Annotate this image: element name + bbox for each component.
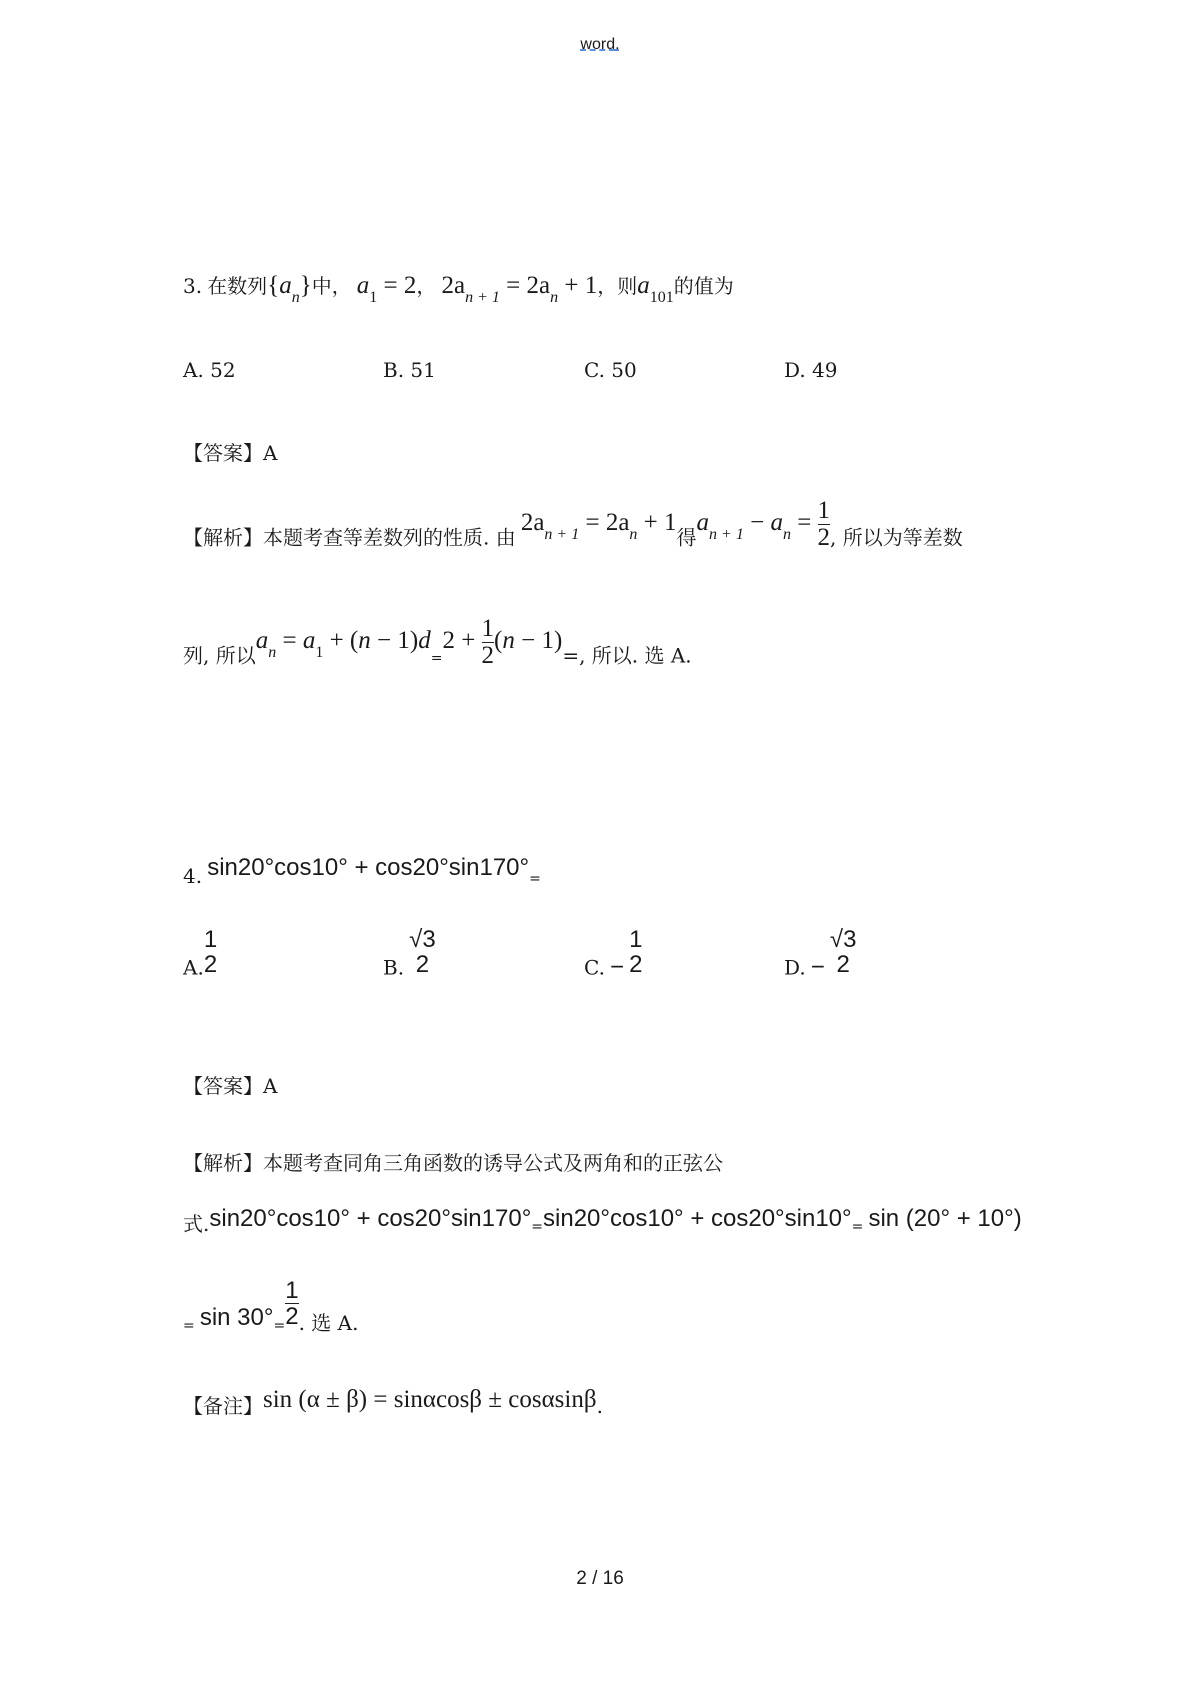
- q3-analysis-line1: 【解析】本题考查等差数列的性质. 由 $2a_{n + 1} = 2a_n + 1$得$a_{n + 1} - a_n$ = $\frac{1}{2}$ , 所以为等差数: [183, 497, 963, 552]
- header-word: word: [580, 36, 616, 53]
- q4-expression: sin20°cos10° + cos20°sin170°: [207, 854, 530, 881]
- q3-stem-4: 的值为: [673, 274, 734, 298]
- q4-option-b: B. √3 2: [383, 926, 436, 980]
- q3-stem-3: ，则: [597, 274, 638, 298]
- q4-analysis-line2: 式.sin20°cos10° + cos20°sin170°=sin20°cos10° + cos20°sin10°= sin (20° + 10°): [183, 1205, 1022, 1236]
- q4-option-a: A. 1 2: [183, 926, 218, 980]
- q3-option-d: D. 49: [784, 358, 838, 382]
- q3-option-b: B. 51: [383, 358, 436, 382]
- q3-seq: $\{a_n\}$: [267, 272, 312, 306]
- q3-number: 3.: [183, 274, 203, 298]
- q3-analysis-line2: 列, 所以$a_n = a_1 + (n - 1)d=2$ + $\frac{1}{2}$ (n − 1)=, 所以. 选 A.: [183, 615, 692, 670]
- q3-answer: [183, 437, 277, 466]
- q3-answer-label: 【答案】: [183, 441, 263, 465]
- page-header: [0, 36, 1200, 54]
- q3-option-a: A. 52: [183, 358, 236, 382]
- q3-option-c: C. 50: [584, 358, 637, 382]
- q3-cond2: $2a_{n + 1} = 2a_n + 1$: [441, 272, 598, 306]
- page-number: 2 / 16: [576, 1568, 624, 1589]
- q4-number: 4.: [183, 864, 203, 888]
- q4-note: 【备注】sin (α ± β) = sinαcosβ ± cosαsinβ.: [183, 1386, 603, 1418]
- q4-analysis-line3: = sin 30°= $\frac{1}{2}$ . 选 A.: [183, 1277, 359, 1336]
- q4-note-label: 【备注】: [183, 1394, 263, 1418]
- q4-option-d: D. − √3 2: [784, 926, 857, 981]
- q4-answer-label: 【答案】: [183, 1074, 263, 1098]
- q3-stem-2: 中，: [311, 274, 352, 298]
- q3-answer-value: A: [263, 441, 278, 465]
- q3-analysis-eq: $2a_{n + 1} = 2a_n + 1$: [520, 509, 677, 544]
- q3-stem-1: 在数列: [207, 274, 268, 298]
- q4-analysis-line1: 【解析】本题考查同角三角函数的诱导公式及两角和的正弦公: [183, 1151, 723, 1175]
- q3-target: $a_{101}$: [637, 272, 674, 306]
- q3-stem: 3. 在数列$\{a_n\}$中， $a_1 = 2$， $2a_{n + 1} = 2a_n + 1$，则$a_{101}$的值为: [183, 272, 734, 306]
- header-dot: .: [615, 36, 620, 53]
- q4-note-formula: sin (α ± β) = sinαcosβ ± cosαsinβ: [263, 1386, 597, 1413]
- q4-answer-value: A: [263, 1074, 278, 1098]
- q4-option-c: C. − 1 2: [584, 926, 643, 981]
- q3-cond1: $a_1 = 2$: [356, 272, 417, 306]
- q4-answer: [183, 1070, 277, 1099]
- q4-stem: 4. sin20°cos10° + cos20°sin170°=: [183, 854, 541, 888]
